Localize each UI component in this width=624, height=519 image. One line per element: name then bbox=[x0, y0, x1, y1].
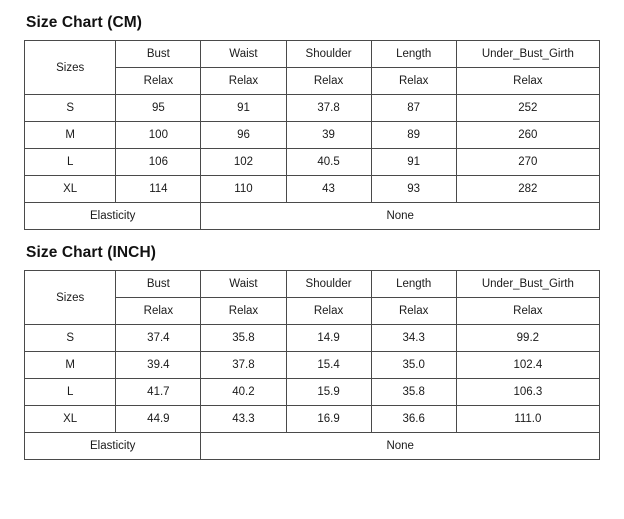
row-size-label: S bbox=[25, 95, 116, 122]
cell-shoulder: 43 bbox=[286, 176, 371, 203]
table-header-row bbox=[25, 271, 600, 298]
cell-bust: 100 bbox=[116, 122, 201, 149]
elasticity-value: None bbox=[201, 203, 600, 230]
elasticity-label: Elasticity bbox=[25, 203, 201, 230]
cell-under-bust-girth: 99.2 bbox=[456, 325, 599, 352]
subheader-under-bust-girth-relax: Relax bbox=[456, 298, 599, 325]
column-header-under-bust-girth: Under_Bust_Girth bbox=[456, 271, 599, 298]
cell-bust: 106 bbox=[116, 149, 201, 176]
cell-bust: 39.4 bbox=[116, 352, 201, 379]
cell-shoulder: 37.8 bbox=[286, 95, 371, 122]
row-size-label: XL bbox=[25, 406, 116, 433]
page-title-inch: Size Chart (INCH) bbox=[26, 244, 157, 261]
cell-shoulder: 15.9 bbox=[286, 379, 371, 406]
cell-waist: 37.8 bbox=[201, 352, 286, 379]
cell-bust: 41.7 bbox=[116, 379, 201, 406]
cell-waist: 102 bbox=[201, 149, 286, 176]
row-size-label: S bbox=[25, 325, 116, 352]
subheader-length-relax: Relax bbox=[371, 68, 456, 95]
page-title-cm: Size Chart (CM) bbox=[26, 14, 143, 31]
size-chart-cm bbox=[24, 14, 600, 230]
size-table-cm bbox=[24, 40, 600, 230]
table-header-row bbox=[25, 41, 600, 68]
cell-shoulder: 16.9 bbox=[286, 406, 371, 433]
subheader-shoulder-relax: Relax bbox=[286, 68, 371, 95]
column-header-under-bust-girth: Under_Bust_Girth bbox=[456, 41, 599, 68]
cell-waist: 91 bbox=[201, 95, 286, 122]
cell-bust: 44.9 bbox=[116, 406, 201, 433]
cell-under-bust-girth: 106.3 bbox=[456, 379, 599, 406]
cell-under-bust-girth: 252 bbox=[456, 95, 599, 122]
column-header-bust: Bust bbox=[116, 41, 201, 68]
column-header-waist: Waist bbox=[201, 41, 286, 68]
row-size-label: L bbox=[25, 379, 116, 406]
cell-shoulder: 39 bbox=[286, 122, 371, 149]
cell-bust: 114 bbox=[116, 176, 201, 203]
cell-length: 34.3 bbox=[371, 325, 456, 352]
cell-length: 87 bbox=[371, 95, 456, 122]
cell-waist: 35.8 bbox=[201, 325, 286, 352]
column-header-sizes: Sizes bbox=[25, 41, 116, 95]
elasticity-value: None bbox=[201, 433, 600, 460]
subheader-bust-relax: Relax bbox=[116, 298, 201, 325]
table-row bbox=[25, 352, 600, 379]
cell-shoulder: 40.5 bbox=[286, 149, 371, 176]
column-header-sizes: Sizes bbox=[25, 271, 116, 325]
row-size-label: L bbox=[25, 149, 116, 176]
elasticity-row bbox=[25, 203, 600, 230]
subheader-under-bust-girth-relax: Relax bbox=[456, 68, 599, 95]
cell-shoulder: 15.4 bbox=[286, 352, 371, 379]
cell-under-bust-girth: 282 bbox=[456, 176, 599, 203]
column-header-length: Length bbox=[371, 271, 456, 298]
subheader-waist-relax: Relax bbox=[201, 298, 286, 325]
cell-length: 89 bbox=[371, 122, 456, 149]
table-row bbox=[25, 122, 600, 149]
subheader-waist-relax: Relax bbox=[201, 68, 286, 95]
table-row bbox=[25, 149, 600, 176]
elasticity-row bbox=[25, 433, 600, 460]
column-header-length: Length bbox=[371, 41, 456, 68]
cell-length: 35.8 bbox=[371, 379, 456, 406]
cell-bust: 37.4 bbox=[116, 325, 201, 352]
subheader-length-relax: Relax bbox=[371, 298, 456, 325]
table-row bbox=[25, 379, 600, 406]
cell-length: 91 bbox=[371, 149, 456, 176]
cell-under-bust-girth: 260 bbox=[456, 122, 599, 149]
column-header-shoulder: Shoulder bbox=[286, 41, 371, 68]
cell-waist: 40.2 bbox=[201, 379, 286, 406]
cell-length: 36.6 bbox=[371, 406, 456, 433]
row-size-label: XL bbox=[25, 176, 116, 203]
table-row bbox=[25, 325, 600, 352]
row-size-label: M bbox=[25, 122, 116, 149]
cell-waist: 43.3 bbox=[201, 406, 286, 433]
subheader-bust-relax: Relax bbox=[116, 68, 201, 95]
table-row bbox=[25, 95, 600, 122]
subheader-shoulder-relax: Relax bbox=[286, 298, 371, 325]
column-header-waist: Waist bbox=[201, 271, 286, 298]
cell-bust: 95 bbox=[116, 95, 201, 122]
cell-under-bust-girth: 270 bbox=[456, 149, 599, 176]
cell-length: 93 bbox=[371, 176, 456, 203]
column-header-shoulder: Shoulder bbox=[286, 271, 371, 298]
size-table-inch bbox=[24, 270, 600, 460]
row-size-label: M bbox=[25, 352, 116, 379]
table-row bbox=[25, 176, 600, 203]
cell-under-bust-girth: 111.0 bbox=[456, 406, 599, 433]
cell-under-bust-girth: 102.4 bbox=[456, 352, 599, 379]
column-header-bust: Bust bbox=[116, 271, 201, 298]
cell-waist: 110 bbox=[201, 176, 286, 203]
elasticity-label: Elasticity bbox=[25, 433, 201, 460]
cell-length: 35.0 bbox=[371, 352, 456, 379]
size-chart-inch bbox=[24, 244, 600, 460]
cell-waist: 96 bbox=[201, 122, 286, 149]
table-row bbox=[25, 406, 600, 433]
cell-shoulder: 14.9 bbox=[286, 325, 371, 352]
